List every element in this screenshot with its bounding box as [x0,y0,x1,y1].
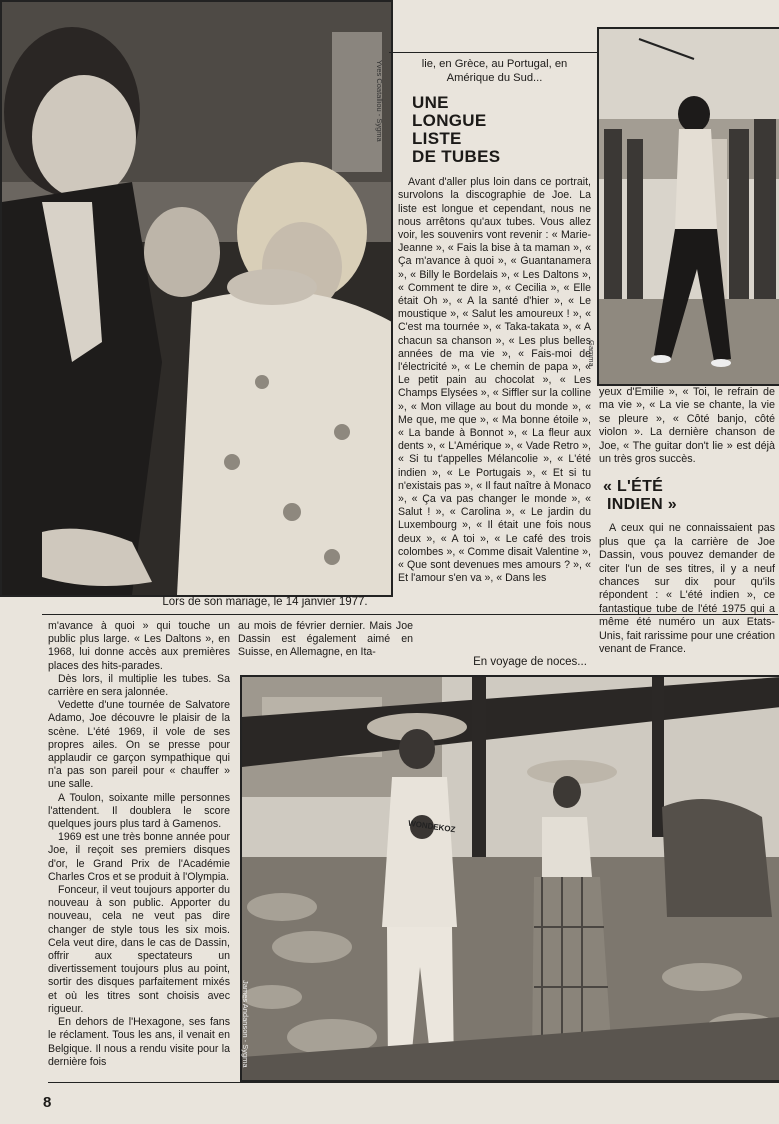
heading-line: INDIEN » [607,496,677,514]
footer-rule [48,1082,779,1083]
lead-text: lie, en Grèce, au Portugal, en Amérique du Sud... [421,58,568,84]
heading-line: DE TUBES [412,147,501,167]
column-middle-bottom [238,620,413,660]
heading-ete-indien [603,478,775,514]
paragraph: Vedette d'une tournée de Salvatore Adamo, Joe découvre le plaisir de la scène. L'été 1969, il vole de ses propres ailes. On se presse pour applaudir ce garçon sympathique qui n'a pas son pareil pour « chauffer » une salle. [48,699,230,791]
wedding-photo [0,0,393,597]
paragraph: Fonceur, il veut toujours apporter du nouveau à son public. Apporter du nouveau, cela ne veut pas dire changer de style tous les six mois. Cela veut dire, dans le cas de Dassin, offrir aux spectateurs un divertissement toujours plus au point, sortir des disques parfaitement mixés et où les titres sont choisis avec rigueur. [48,884,230,1015]
column-middle-top [398,58,591,585]
discography-text: Avant d'aller plus loin dans ce portrait, survolons la discographie de Joe. La liste est longue et cependant, nous ne nous arrêtons qu'aux tubes. Vous allez voir, les souvenirs vont revenir : « Marie-Jeanne », « Fais la bise à ta maman », « Ça m'avance à quoi », « Guantanamera », « Billy le Bordelais », « Les Daltons », « Comment te dire », « Cecilia », « Elle était Oh », « A la santé d'hier », « Le moustique », « Salut les amoureux ! », « C'est ma tournée », « Taka-takata », « A chacun sa chanson », « Les plus belles années de ma vie », « Fais-moi de l'électricité », « Le chemin de papa », « Le petit pain au chocolat », « Les Champs Elysées », « Siffler sur la colline », « Mon village au bout du monde », « Me que, me que », « Ma bonne étoile », « La bande à Bonnot », « La fleur aux dents », « L'Amérique », « Vade Retro », « Si tu t'appelles Mélancolie », « L'été indien », « Le Portugais », « Et si tu n'existais pas », « Il faut naître à Monaco », « Ça va pas changer le monde », « Salut ! », « Carolina », « Le jardin du Luxembourg », « Il était une fois nous deux », « A toi », « Le café des trois colombes », « Comme disait Valentine », « Que sont devenues mes amours ? », « Et l'amour s'en va », « Dans les [398,176,591,585]
paragraph: Dès lors, il multiplie les tubes. Sa carrière en sera jalonnée. [48,672,230,699]
heading-line: LONGUE [412,111,487,131]
paragraph: En dehors de l'Hexagone, ses fans le réclament. Tous les ans, il venait en Belgique. Il nous a rendu visite pour la dernière fois [48,1016,230,1068]
column-left-bottom [48,620,230,1069]
right-continuation-text: yeux d'Emilie », « Toi, le refrain de ma vie », « La vie se chante, la vie se pleure », « Côté banjo, côté violon ». La dernière chanson de Joe, « The guitar don't lie » est déjà un très gros succès. [599,386,775,466]
paragraph: A Toulon, soixante mille personnes l'attendent. Il doublera le score quelques jours plus tard à Gamenos. [48,791,230,831]
heading-longue-liste [412,94,591,166]
photo-credit-bottom: James Andanson - Sygma [241,980,250,1068]
paragraph: m'avance à quoi » qui touche un public plus large. « Les Daltons », en 1968, lui donne accès aux premières places des hits-parades. [48,620,230,672]
caption-wedding: Lors de son mariage, le 14 janvier 1977. [162,596,368,608]
heading-line: UNE [412,93,449,113]
paragraph: au mois de février dernier. Mais Joe Dassin est également aimé en Suisse, en Allemagne, en Ita- [238,620,413,659]
ete-indien-text: A ceux qui ne connaissaient pas plus que ça la carrière de Joe Dassin, vous pouvez demander de citer l'un de ses titres, il y a neuf chances sur dix pour qu'ils répondent : « L'été indien », ce fantastique tube de l'été 1975 qui a même été numéro un aux Etats-Unis, fait rarissime pour une création venant de France. [599,522,775,656]
paragraph: 1969 est une très bonne année pour Joe, il reçoit ses premiers disques d'or, le Grand Prix de l'Académie Charles Cros et se produit à l'Olympia. [48,831,230,883]
photo-credit-top-left: Yves Coatalliou - Sygma [375,60,384,142]
golf-photo [597,27,779,386]
column-right [599,386,775,657]
column-rule-middle-top [389,52,597,53]
tshirt-print: WONDEKOZ [407,818,456,835]
photo-credit-top-right: Gamma [587,340,596,367]
heading-line: « L'ÉTÉ [603,478,664,496]
page-number: 8 [43,1094,52,1111]
caption-honeymoon: En voyage de noces... [473,656,587,668]
heading-line: LISTE [412,129,462,149]
honeymoon-photo [240,675,779,1082]
